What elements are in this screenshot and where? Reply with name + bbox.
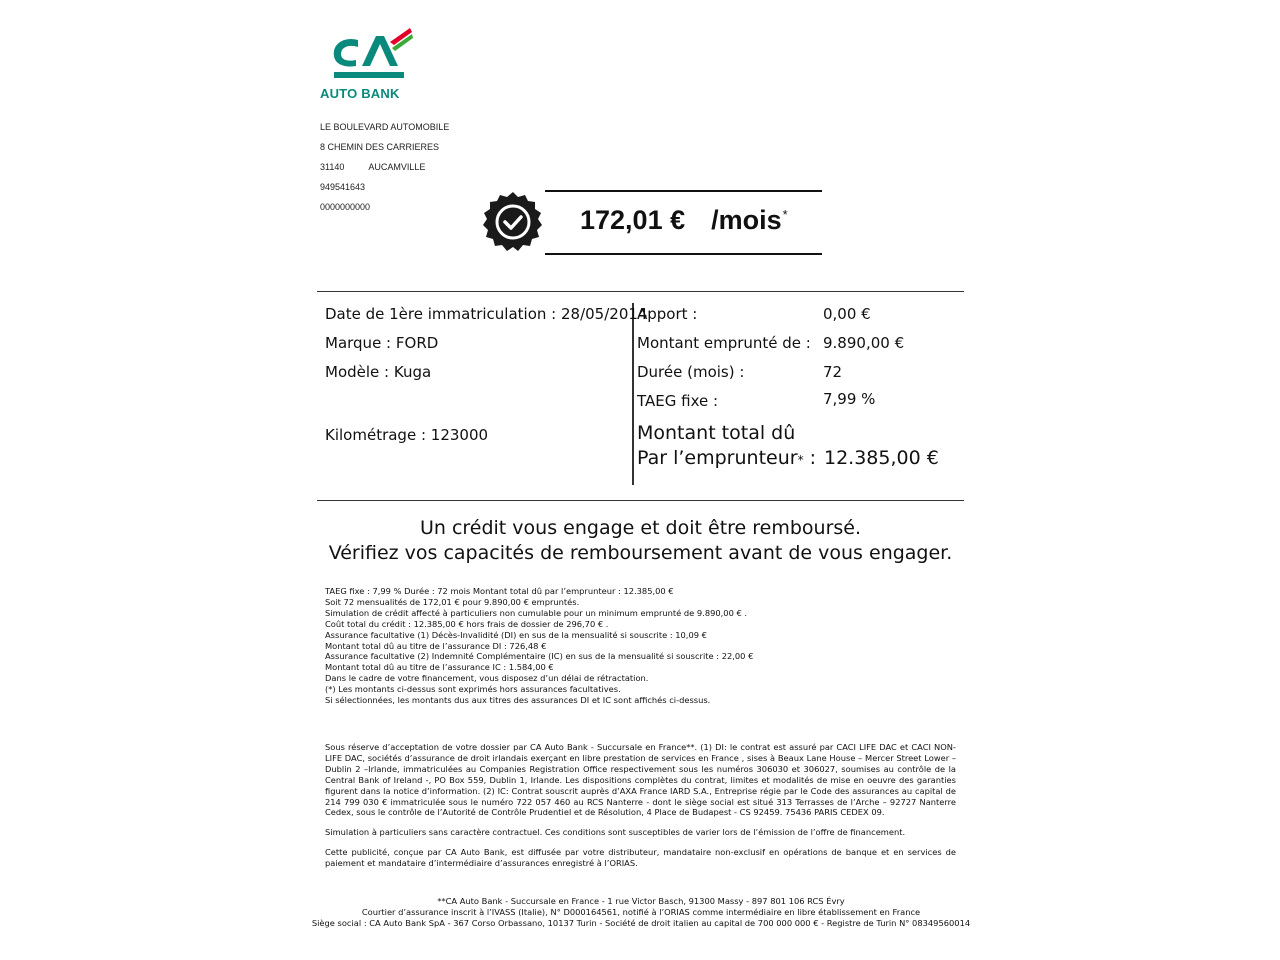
registration-label: Date de 1ère immatriculation : <box>325 305 557 323</box>
dealer-code: 0000000000 <box>320 202 371 212</box>
footer-line2: Courtier d’assurance inscrit à l’IVASS (Italie), N° D000164561, notifié à l’ORIAS comme intermédiaire en libre établissement en France <box>361 907 921 918</box>
brand-name: AUTO BANK <box>320 86 400 101</box>
mileage-row <box>325 426 488 444</box>
table-rule-bottom <box>317 500 964 501</box>
registration-row <box>325 305 647 323</box>
dealer-phone: 949541643 <box>320 182 366 192</box>
detail-line: TAEG fixe : 7,99 % Durée : 72 mois Montant total dû par l’emprunteur : 12.385,00 € <box>325 586 674 596</box>
taeg-label: TAEG fixe : <box>637 392 719 410</box>
dealer-name: LE BOULEVARD AUTOMOBILE <box>320 122 450 132</box>
detail-line: Soit 72 mensualités de 172,01 € pour 9.890,00 € empruntés. <box>325 596 580 607</box>
table-divider <box>632 303 634 485</box>
borrowed-label: Montant emprunté de : <box>637 334 811 352</box>
detail-line: Si sélectionnées, les montants dus aux titres des assurances DI et IC sont affichés ci-dessus. <box>325 695 711 706</box>
company-footer <box>300 896 982 930</box>
price-rule-bottom <box>545 253 822 255</box>
vehicle-model-label: Modèle : <box>325 363 390 381</box>
dealer-street: 8 CHEMIN DES CARRIERES <box>320 142 440 152</box>
total-asterisk: * <box>797 453 804 467</box>
vehicle-brand-label: Marque : <box>325 334 392 352</box>
footer-line3: Siège social : CA Auto Bank SpA - 367 Corso Orbassano, 10137 Turin - Société de droit italien au capital de 700 000 000 € - Registre de Turin N° 08349560014 <box>311 918 971 929</box>
monthly-price <box>580 205 788 236</box>
mileage-label: Kilométrage : <box>325 426 427 444</box>
detail-line: Assurance facultative (2) Indemnité Complémentaire (IC) en sus de la mensualité si souscrite : 22,00 € <box>325 651 754 662</box>
detail-line: Montant total dû au titre de l’assurance DI : 726,48 € <box>325 640 547 651</box>
total-label-line1: Montant total dû <box>637 422 796 444</box>
vehicle-model-value: Kuga <box>393 363 432 381</box>
credit-details <box>325 586 753 706</box>
price-rule-top <box>545 190 822 192</box>
dealer-postcode: 31140 <box>320 162 345 172</box>
check-badge-icon <box>481 191 545 255</box>
registration-value: 28/05/2014 <box>561 305 648 323</box>
total-value: 12.385,00 € <box>824 447 939 469</box>
model-row <box>325 363 431 381</box>
total-colon: : <box>809 447 817 469</box>
taeg-value: 7,99 % <box>823 390 876 408</box>
credit-warning <box>317 516 964 566</box>
dealer-city-row <box>320 161 449 181</box>
warning-line2: Vérifiez vos capacités de remboursement avant de vous engager. <box>328 542 953 564</box>
detail-line: Dans le cadre de votre financement, vous disposez d’un délai de rétractation. <box>325 673 649 684</box>
price-asterisk: * <box>782 207 788 222</box>
legal-paragraph-insurance: Sous réserve d’acceptation de votre dossier par CA Auto Bank - Succursale en France**. (1) DI: le contrat est assuré par CACI LIFE DAC et CACI NON-LIFE DAC, sociétés d’assurance de droit irlandais exerçant en libre prestation de services en France , sises à Beaux Lane House – Mercer Street Lower – Dublin 2 –Irlande, immatriculées au Companies Registration Office respectivement sous les numéros 306030 et 306027, soumises au contrôle de la Central Bank of Ireland -, PO Box 559, Dublin 1, Irlande. Les dispositions complètes du contrat, limites et modalités de mise en oeuvre des garanties figurent dans la notice d’information. (2) IC: Contrat souscrit auprès d’AXA France IARD S.A., Entreprise régie par le Code des assurances au capital de 214 799 030 € immatriculée sous le numéro 722 057 460 au RCS Nanterre - dont le siège social est situé 313 Terrasses de l’Arche – 92727 Nanterre Cedex, sous le contrôle de l’Autorité de Contrôle Prudentiel et de Résolution, 4 Place de Budapest - CS 92459. 75436 PARIS CEDEX 09. <box>325 742 956 818</box>
dealer-city: AUCAMVILLE <box>368 162 426 172</box>
total-label-line2 <box>637 447 816 469</box>
legal-notice <box>325 742 956 878</box>
detail-line: Coût total du crédit : 12.385,00 € hors frais de dossier de 296,70 € . <box>325 618 609 629</box>
brand-row <box>325 334 438 352</box>
legal-paragraph-advertising: Cette publicité, conçue par CA Auto Bank, est diffusée par votre distributeur, mandataire non-exclusif en opérations de banque et en services de paiement et mandataire d’intermédiaire d’assurances enregistré à l’ORIAS. <box>325 847 956 869</box>
table-rule-top <box>317 291 964 292</box>
detail-line: Montant total dû au titre de l’assurance IC : 1.584,00 € <box>325 662 554 673</box>
detail-line: (*) Les montants ci-dessus sont exprimés hors assurances facultatives. <box>325 684 621 695</box>
dealer-info <box>320 121 449 221</box>
vehicle-brand-value: FORD <box>395 334 439 352</box>
detail-line: Assurance facultative (1) Décès-Invalidité (DI) en sus de la mensualité si souscrite : 10,09 € <box>325 629 707 640</box>
price-amount: 172,01 € <box>580 205 686 235</box>
borrowed-value: 9.890,00 € <box>823 334 905 352</box>
duration-value: 72 <box>823 363 843 381</box>
price-period: /mois <box>711 205 782 235</box>
warning-line1: Un crédit vous engage et doit être remboursé. <box>419 517 862 539</box>
deposit-value: 0,00 € <box>823 305 871 323</box>
detail-line: Simulation de crédit affecté à particuliers non cumulable pour un minimum emprunté de 9.890,00 € . <box>325 607 748 618</box>
duration-label: Durée (mois) : <box>637 363 745 381</box>
mileage-value: 123000 <box>430 426 489 444</box>
total-label-text: Par l’emprunteur <box>637 447 798 469</box>
legal-paragraph-simulation: Simulation à particuliers sans caractère contractuel. Ces conditions sont susceptibles de varier lors de l’émission de l’offre de financement. <box>325 827 906 838</box>
deposit-label: Apport : <box>637 305 698 323</box>
footer-line1: **CA Auto Bank - Succursale en France - 1 rue Victor Basch, 91300 Massy - 897 801 106 RCS Évry <box>437 896 845 906</box>
